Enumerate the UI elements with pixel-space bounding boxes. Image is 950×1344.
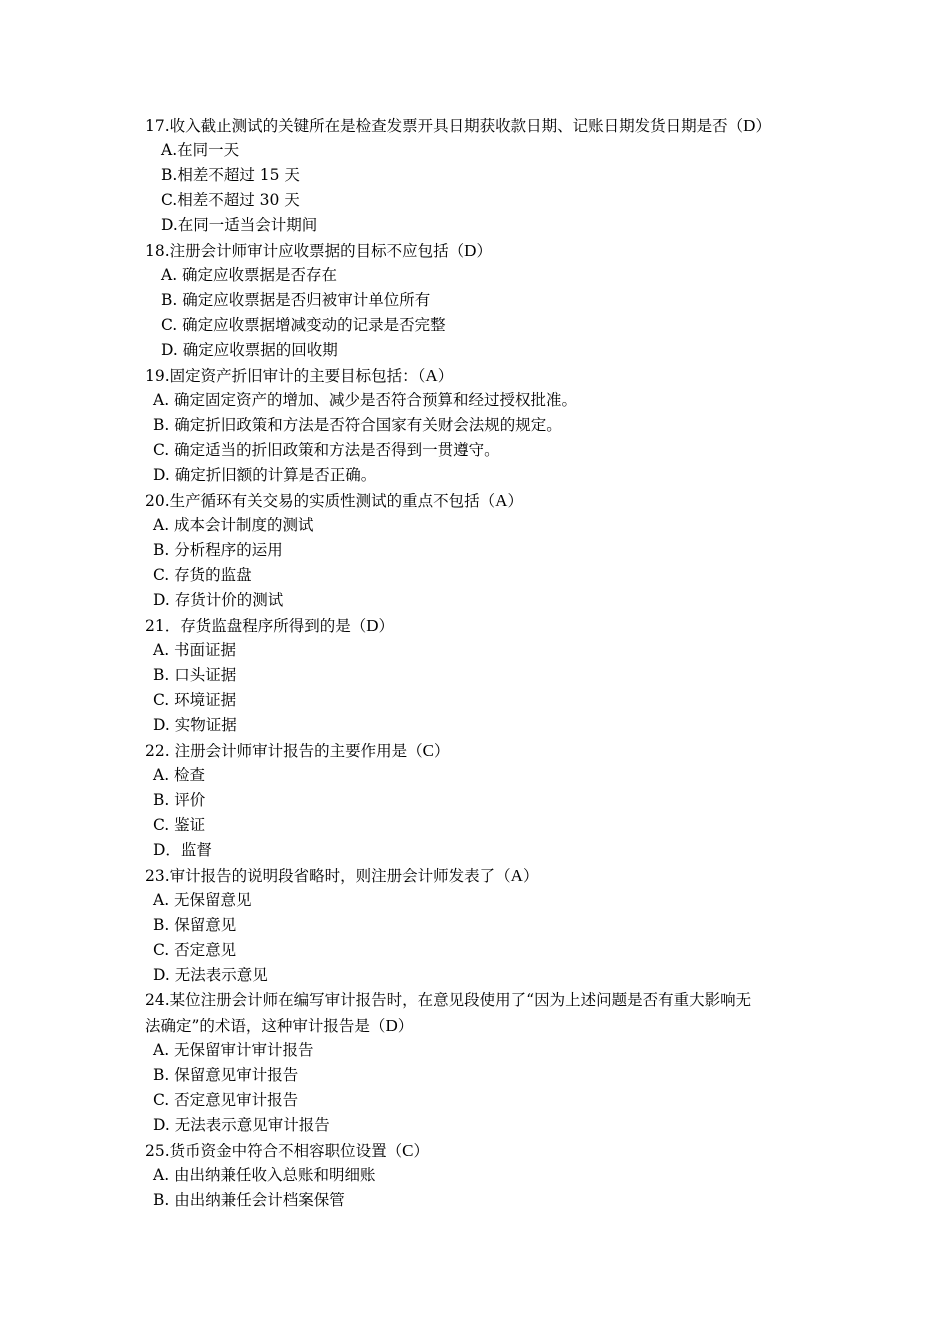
- option-item: A. 无保留审计审计报告: [153, 1041, 314, 1059]
- answer-close-paren: ）: [433, 742, 450, 760]
- answer-letter: D: [464, 241, 477, 260]
- answer-letter: D: [366, 616, 379, 635]
- answer-close-paren: ）: [522, 867, 539, 885]
- option-item: C. 环境证据: [153, 691, 237, 709]
- answer-letter: A: [495, 491, 508, 510]
- option-item: D. 存货计价的测试: [153, 591, 284, 609]
- answer-close-paren: ）: [507, 492, 523, 510]
- option-item: C. 存货的监盘: [153, 566, 252, 584]
- option-item: D．监督: [153, 841, 212, 859]
- answer-close-paren: ）: [437, 367, 454, 385]
- question-stem-continued: [0, 1013, 950, 1038]
- option-item: D. 无法表示意见: [153, 966, 268, 984]
- option-item: B. 保留意见审计报告: [153, 1066, 299, 1084]
- question-stem: [0, 488, 950, 513]
- answer-letter: A: [425, 366, 438, 385]
- option-item: B. 口头证据: [153, 666, 237, 684]
- option-item: C. 否定意见审计报告: [153, 1091, 299, 1109]
- option-item: B. 确定折旧政策和方法是否符合国家有关财会法规的规定。: [153, 416, 562, 434]
- question-text: 20.生产循环有关交易的实质性测试的重点不包括（: [145, 492, 496, 510]
- option-item: A. 由出纳兼任收入总账和明细账: [153, 1166, 376, 1184]
- question-text: 18.注册会计师审计应收票据的目标不应包括（: [145, 242, 465, 260]
- option-item: D. 确定应收票据的回收期: [161, 341, 338, 359]
- option-item: B. 保留意见: [153, 916, 237, 934]
- option-item: A.在同一天: [161, 141, 240, 159]
- question-text: 21．存货监盘程序所得到的是（: [145, 617, 367, 635]
- option-item: A. 检查: [153, 766, 206, 784]
- answer-letter: D: [385, 1016, 398, 1035]
- question-block: [0, 113, 950, 238]
- question-text: 25.货币资金中符合不相容职位设置（: [145, 1142, 403, 1160]
- question-block: [0, 238, 950, 363]
- option-item: B. 分析程序的运用: [153, 541, 283, 559]
- question-text: 23.审计报告的说明段省略时，则注册会计师发表了（: [145, 867, 511, 885]
- question-stem: [0, 238, 950, 263]
- option-item: C. 否定意见: [153, 941, 237, 959]
- document-page: [0, 113, 950, 1213]
- option-item: C. 确定应收票据增减变动的记录是否完整: [161, 316, 446, 334]
- option-item: D. 确定折旧额的计算是否正确。: [153, 466, 377, 484]
- answer-letter: C: [402, 1141, 414, 1160]
- question-stem: [0, 363, 950, 388]
- answer-close-paren: ）: [413, 1142, 430, 1160]
- answer-close-paren: ）: [378, 617, 395, 635]
- question-text: 17.收入截止测试的关键所在是检查发票开具日期获收款日期、记账日期发货日期是否（: [145, 117, 744, 135]
- answer-close-paren: ）: [476, 242, 492, 260]
- option-item: B. 确定应收票据是否归被审计单位所有: [161, 291, 431, 309]
- question-block: [0, 988, 950, 1138]
- question-text: 法确定”的术语，这种审计报告是（: [145, 1017, 386, 1035]
- option-item: C. 确定适当的折旧政策和方法是否得到一贯遵守。: [153, 441, 500, 459]
- question-block: [0, 613, 950, 738]
- option-item: B. 由出纳兼任会计档案保管: [153, 1191, 345, 1209]
- option-item: A. 书面证据: [153, 641, 237, 659]
- option-item: B.相差不超过 15 天: [161, 166, 300, 184]
- option-item: C. 鉴证: [153, 816, 206, 834]
- question-text: 24.某位注册会计师在编写审计报告时，在意见段使用了“因为上述问题是否有重大影响无: [145, 991, 752, 1009]
- answer-letter: A: [510, 866, 523, 885]
- option-item: A. 确定应收票据是否存在: [161, 266, 338, 284]
- answer-letter: D: [743, 116, 756, 135]
- question-text: 22. 注册会计师审计报告的主要作用是（: [145, 742, 423, 760]
- option-item: B. 评价: [153, 791, 206, 809]
- option-item: D.在同一适当会计期间: [161, 216, 318, 234]
- option-item: D. 无法表示意见审计报告: [153, 1116, 330, 1134]
- option-item: A. 无保留意见: [153, 891, 252, 909]
- question-block: [0, 1138, 950, 1213]
- option-item: D. 实物证据: [153, 716, 237, 734]
- answer-close-paren: ）: [755, 117, 771, 135]
- option-item: A. 确定固定资产的增加、减少是否符合预算和经过授权批准。: [153, 391, 578, 409]
- question-stem: [0, 113, 950, 138]
- question-stem: [0, 613, 950, 638]
- option-item: C.相差不超过 30 天: [161, 191, 300, 209]
- answer-close-paren: ）: [397, 1017, 414, 1035]
- question-block: [0, 863, 950, 988]
- question-text: 19.固定资产折旧审计的主要目标包括：（: [145, 367, 426, 385]
- question-block: [0, 488, 950, 613]
- question-stem: [0, 988, 950, 1013]
- option-item: A. 成本会计制度的测试: [153, 516, 314, 534]
- question-stem: [0, 1138, 950, 1163]
- question-stem: [0, 738, 950, 763]
- question-stem: [0, 863, 950, 888]
- question-block: [0, 363, 950, 488]
- question-block: [0, 738, 950, 863]
- answer-letter: C: [422, 741, 434, 760]
